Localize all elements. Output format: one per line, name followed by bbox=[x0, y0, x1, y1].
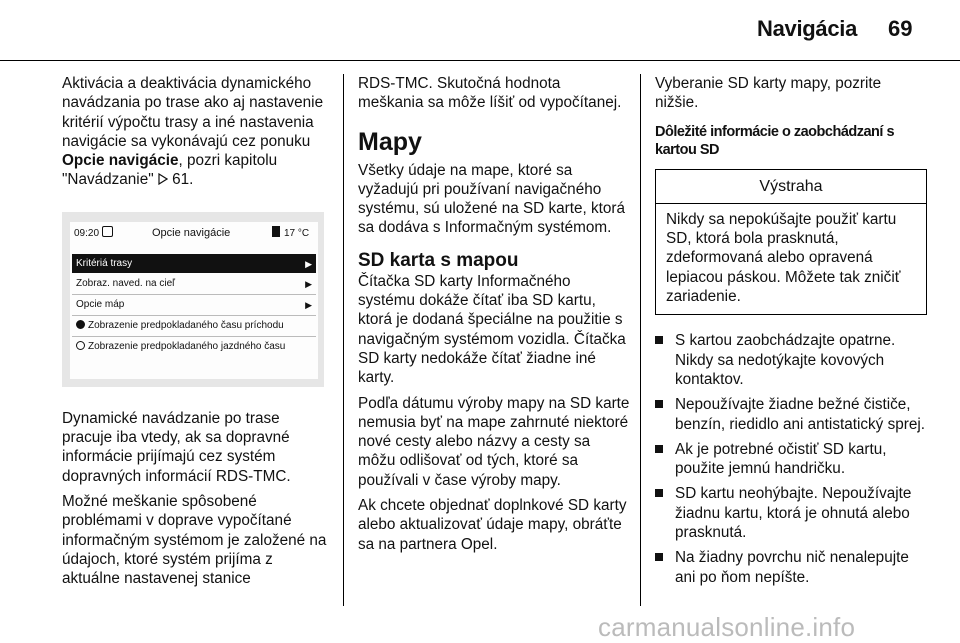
paragraph: Vyberanie SD karty mapy, pozrite nižšie. bbox=[655, 75, 882, 112]
screen-radio-arrival-time[interactable]: Zobrazenie predpokladaného času príchodu bbox=[72, 316, 316, 335]
subsection-heading-sd-card: SD karta s mapou bbox=[358, 249, 519, 271]
column-2 bbox=[358, 74, 630, 560]
column-3 bbox=[655, 74, 927, 593]
section-heading-maps: Mapy bbox=[358, 127, 422, 156]
column-divider bbox=[640, 74, 641, 606]
paragraph: Možné meškanie spôsobené problémami v doprave vypočítané informačným systémom je založené na údajoch, ktoré systém prijíma z aktuálne nastavenej stanice bbox=[62, 492, 327, 588]
paragraph: Ak chcete objednať doplnkové SD karty alebo aktualizovať údaje mapy, obráťte sa na partnera Opel. bbox=[358, 497, 627, 553]
paragraph: RDS-TMC. Skutočná hodnota meškania sa môže líšiť od vypočítanej. bbox=[358, 75, 622, 112]
warning-box bbox=[655, 169, 927, 316]
warning-text: Nikdy sa nepokúšajte použiť kartu SD, ktorá bola prasknutá, zdeformovaná alebo opravená lepiacou páskou. Môžete tak zničiť zariadenie. bbox=[666, 210, 901, 306]
menu-reference: Opcie navigácie bbox=[62, 152, 179, 170]
column-divider bbox=[343, 74, 344, 606]
arrow-right-icon: ▶ bbox=[305, 278, 312, 289]
clock-icon bbox=[102, 226, 113, 237]
list-item: Nepoužívajte žiadne bežné čističe, benzín, riedidlo ani antistatický sprej. bbox=[655, 395, 927, 434]
page-reference: 61. bbox=[172, 171, 194, 189]
paragraph: Všetky údaje na mape, ktoré sa vyžadujú pri používaní navigačného systému, sú uložené na SD karte, ktorá sa dodáva s Informačným systémom. bbox=[358, 161, 625, 237]
screen-temperature: 17 °C bbox=[284, 227, 310, 239]
intro-paragraph: Aktivácia a deaktivácia dynamického navádzania po trase ako aj nastavenie kritérií výpočtu trasy a iné nastavenia navigácie sa vykonávajú cez ponuku Opcie navigácie, pozri kapitolu "Navádzanie" 61. bbox=[62, 75, 324, 189]
page-reference-icon bbox=[158, 173, 168, 185]
radio-selected-icon bbox=[76, 320, 85, 329]
page-title: Navigácia bbox=[757, 16, 858, 41]
header-rule bbox=[0, 60, 960, 61]
temperature-icon bbox=[272, 226, 280, 237]
list-item: S kartou zaobchádzajte opatrne. Nikdy sa nedotýkajte kovových kontaktov. bbox=[655, 331, 927, 389]
screen-title: Opcie navigácie bbox=[152, 226, 231, 239]
radio-unselected-icon bbox=[76, 341, 85, 350]
arrow-right-icon: ▶ bbox=[305, 299, 312, 310]
screen-menu-item-destination-display[interactable]: Zobraz. naved. na cieľ ▶ bbox=[76, 277, 312, 289]
list-item: SD kartu neohýbajte. Nepoužívajte žiadnu kartu, ktorá je ohnutá alebo prasknutá. bbox=[655, 484, 927, 542]
column-1 bbox=[62, 74, 332, 594]
page-header bbox=[0, 0, 960, 62]
paragraph: Podľa dátumu výroby mapy na SD karte nemusia byť na mape zahrnuté niektoré nové cesty alebo názvy a cesty sa môžu odlišovať od tých, ktoré sa používali v čase výroby mapy. bbox=[358, 394, 630, 489]
navigation-options-screenshot bbox=[62, 212, 324, 387]
arrow-right-icon: ▶ bbox=[305, 258, 312, 269]
bullet-list bbox=[655, 331, 927, 587]
list-item: Na žiadny povrchu nič nenalepujte ani po ňom nepíšte. bbox=[655, 548, 927, 587]
bullet-square-icon bbox=[655, 336, 663, 344]
screen-status-bar bbox=[70, 222, 318, 242]
page-number: 69 bbox=[888, 16, 913, 41]
screen-menu-item-route-criteria[interactable]: Kritériá trasy ▶ bbox=[72, 254, 316, 273]
list-item: Ak je potrebné očistiť SD kartu, použite jemnú handričku. bbox=[655, 440, 927, 479]
bullet-square-icon bbox=[655, 445, 663, 453]
screen-menu-item-map-options[interactable]: Opcie máp ▶ bbox=[76, 298, 312, 310]
warning-title: Výstraha bbox=[656, 170, 926, 204]
bullet-square-icon bbox=[655, 489, 663, 497]
paragraph: Dynamické navádzanie po trase pracuje iba vtedy, ak sa dopravné informácie prijímajú cez systém dopravných informácií RDS-TMC. bbox=[62, 409, 291, 485]
screen-radio-travel-time[interactable]: Zobrazenie predpokladaného jazdného času bbox=[72, 337, 316, 356]
screen-time: 09:20 bbox=[74, 227, 100, 239]
bullet-square-icon bbox=[655, 400, 663, 408]
bullet-square-icon bbox=[655, 553, 663, 561]
paragraph: Čítačka SD karty Informačného systému dokáže čítať iba SD kartu, ktorá je dodaná špeciálne na použitie s navigačným systémom vozidla. Čítačka SD karty nedokáže čítať žiadne iné karty. bbox=[358, 272, 626, 387]
subheading-sd-card-handling: Dôležité informácie o zaobchádzaní s kartou SD bbox=[655, 123, 895, 158]
watermark: carmanualsonline.info bbox=[598, 612, 856, 642]
display-screen bbox=[70, 222, 318, 379]
